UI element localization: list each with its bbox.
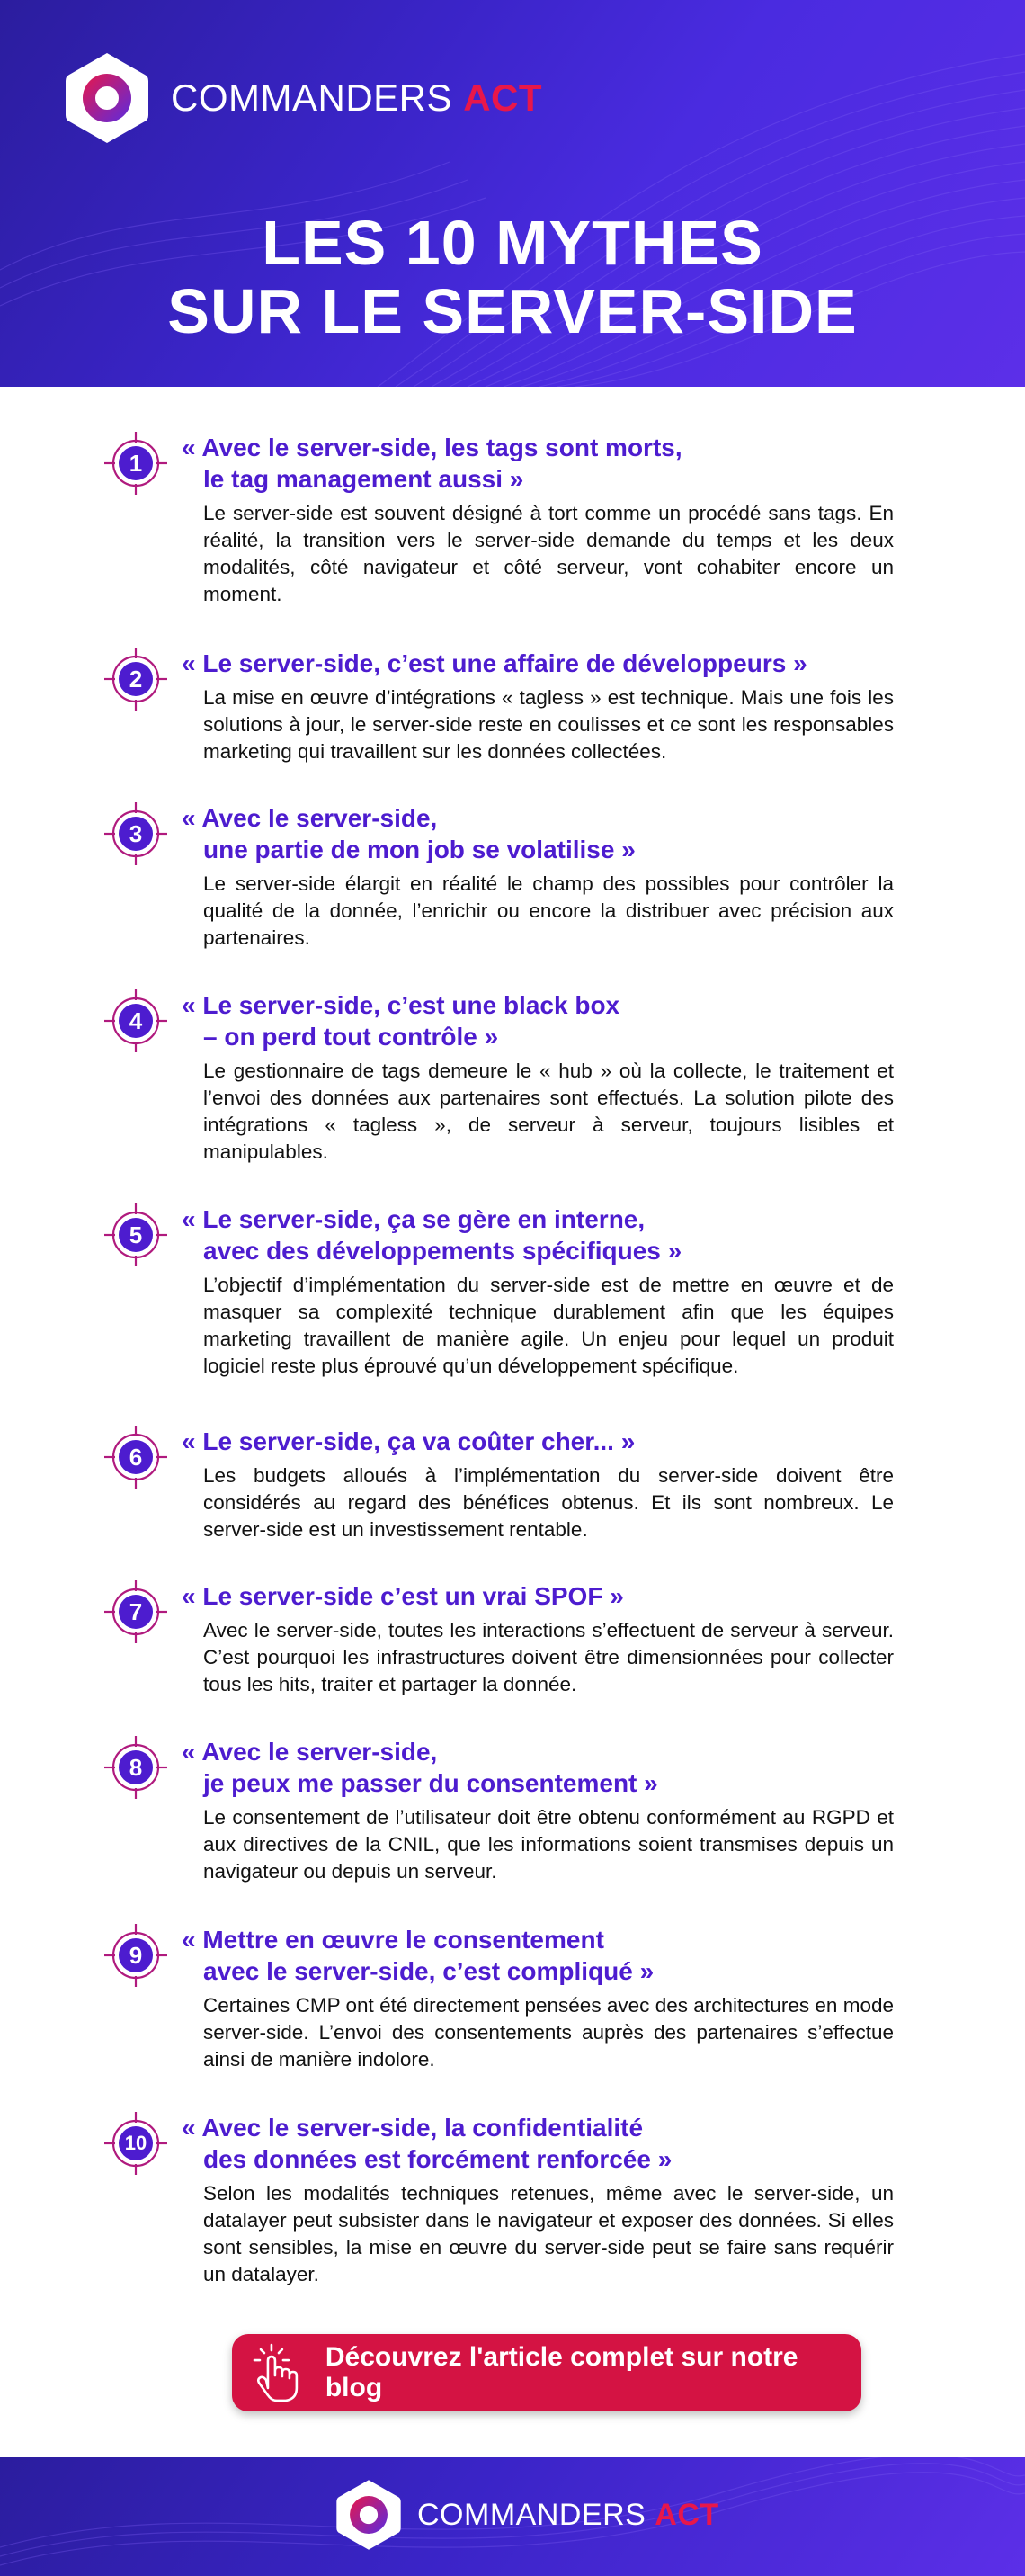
myth-title xyxy=(182,430,899,495)
myth-title-line-2: – on perd tout contrôle » xyxy=(203,1023,499,1051)
myth-description: Le server-side élargit en réalité le champ des possibles pour contrôler la qualité de la donnée, l’enrichir ou encore la distribuer avec précision aux partenaires. xyxy=(203,872,894,949)
myth-item xyxy=(108,2110,899,2288)
myth-description: Avec le server-side, toutes les interactions s’effectuent de serveur à serveur. C’est pourquoi les infrastructures doivent être dimensionnées pour collecter tous les hits, traiter et partager la donnée. xyxy=(203,1619,894,1695)
myth-title xyxy=(182,1202,899,1266)
logo-word-commanders: COMMANDERS xyxy=(417,2497,646,2532)
myth-item xyxy=(108,1579,899,1698)
myth-number-badge xyxy=(102,988,169,1054)
myth-number: 8 xyxy=(129,1753,143,1781)
myth-title-line-2: avec des développements spécifiques » xyxy=(203,1237,682,1265)
myth-item xyxy=(108,1202,899,1380)
commanders-act-logo[interactable] xyxy=(63,49,542,147)
hand-tap-icon xyxy=(245,2341,308,2404)
myth-item xyxy=(108,988,899,1166)
myth-item xyxy=(108,430,899,608)
myth-number-badge xyxy=(102,1424,169,1490)
myth-title xyxy=(182,2110,899,2175)
page-title xyxy=(0,209,1025,345)
myth-number-badge xyxy=(102,1922,169,1989)
hexagon-logo-icon xyxy=(63,49,151,147)
myth-title xyxy=(182,1734,899,1799)
myth-number: 7 xyxy=(129,1597,143,1625)
myth-title-line-1: « Le server-side, c’est une affaire de développeurs » xyxy=(182,649,807,677)
myth-title-line-2: le tag management aussi » xyxy=(203,465,524,493)
myth-title-line-1: « Mettre en œuvre le consentement xyxy=(182,1926,604,1954)
myth-number: 3 xyxy=(129,819,143,847)
myth-description: Selon les modalités techniques retenues, même avec le server-side, un datalayer peut subsister dans le navigateur et exposer des données. Si elles sont sensibles, la mise en œuvre du server-side peut se faire sans requérir un datalayer. xyxy=(203,2182,894,2285)
myth-number: 2 xyxy=(129,665,143,693)
myth-title xyxy=(182,988,899,1052)
myth-number: 6 xyxy=(129,1443,143,1471)
myth-title-line-2: une partie de mon job se volatilise » xyxy=(203,836,636,863)
myth-title xyxy=(182,1579,899,1612)
myth-number: 1 xyxy=(129,449,143,477)
myth-description: Certaines CMP ont été directement pensées avec des architectures en mode server-side. L’envoi des consentements auprès des partenaires s’effectue ainsi de manière indolore. xyxy=(203,1994,894,2071)
cta-label: Découvrez l'article complet sur notre blog xyxy=(325,2342,798,2402)
myth-title-line-1: « Le server-side, ça se gère en interne, xyxy=(182,1205,646,1233)
myth-title-line-1: « Avec le server-side, xyxy=(182,1738,438,1766)
myth-number-badge xyxy=(102,2110,169,2177)
myth-description: Le consentement de l’utilisateur doit être obtenu conformément au RGPD et aux directives de la CNIL, que les informations soient transmises depuis un navigateur ou depuis un serveur. xyxy=(203,1806,894,1883)
myth-title xyxy=(182,646,899,679)
footer-banner xyxy=(0,2457,1025,2576)
myth-title-line-1: « Le server-side, ça va coûter cher... » xyxy=(182,1427,636,1455)
myth-item xyxy=(108,1922,899,2073)
myth-title xyxy=(182,1424,899,1457)
myth-description: Les budgets alloués à l’implémentation du server-side doivent être considérés au regard des bénéfices obtenus. Et ils sont nombreux. Le server-side est un investissement rentable. xyxy=(203,1464,894,1541)
logo-word-act: ACT xyxy=(463,76,543,119)
myth-title-line-2: je peux me passer du consentement » xyxy=(203,1769,658,1797)
logo-word-commanders: COMMANDERS xyxy=(171,76,453,119)
myth-title-line-2: des données est forcément renforcée » xyxy=(203,2145,673,2173)
myth-title-line-1: « Avec le server-side, les tags sont morts, xyxy=(182,434,682,461)
logo-wordmark xyxy=(171,76,542,120)
myth-number: 9 xyxy=(129,1941,143,1969)
title-line-2: SUR LE SERVER-SIDE xyxy=(167,276,858,346)
myth-number-badge xyxy=(102,1202,169,1268)
logo-wordmark-footer xyxy=(417,2498,719,2533)
read-article-button[interactable] xyxy=(232,2334,861,2411)
title-line-1: LES 10 MYTHES xyxy=(262,208,763,278)
myth-number: 4 xyxy=(129,1006,143,1034)
myth-title-line-1: « Avec le server-side, xyxy=(182,804,438,832)
myth-number: 10 xyxy=(124,2132,147,2154)
myth-item xyxy=(108,801,899,952)
myth-title-line-1: « Le server-side c’est un vrai SPOF » xyxy=(182,1582,624,1610)
myth-number-badge xyxy=(102,430,169,496)
myth-description: Le gestionnaire de tags demeure le « hub » où la collecte, le traitement et l’envoi des données aux partenaires sont effectués. La solution pilote des intégrations « tagless », de serveur à serveur, toujours lisibles et manipulables. xyxy=(203,1060,894,1163)
myth-title-line-2: avec le server-side, c’est compliqué » xyxy=(203,1957,655,1985)
myth-title xyxy=(182,1922,899,1987)
myth-description: La mise en œuvre d’intégrations « tagless » est technique. Mais une fois les solutions à jour, le server-side reste en coulisses et ce sont les responsables marketing qui travaillent sur les données collectées. xyxy=(203,686,894,763)
myth-number-badge xyxy=(102,1734,169,1801)
myth-number-badge xyxy=(102,801,169,867)
commanders-act-logo-footer[interactable] xyxy=(334,2477,719,2553)
myth-number-badge xyxy=(102,1579,169,1645)
myth-title xyxy=(182,801,899,865)
myth-title-line-1: « Avec le server-side, la confidentialité xyxy=(182,2114,644,2142)
myth-title-line-1: « Le server-side, c’est une black box xyxy=(182,991,620,1019)
myth-number-badge xyxy=(102,646,169,712)
myth-item xyxy=(108,1734,899,1885)
hexagon-logo-icon xyxy=(334,2477,403,2553)
myth-description: Le server-side est souvent désigné à tort comme un procédé sans tags. En réalité, la transition vers le server-side demande du temps et les deux modalités, côté navigateur et côté serveur, vont cohabiter encore un moment. xyxy=(203,502,894,605)
myth-item xyxy=(108,646,899,765)
header-banner xyxy=(0,0,1025,387)
myth-item xyxy=(108,1424,899,1543)
logo-word-act: ACT xyxy=(655,2497,719,2532)
myth-description: L’objectif d’implémentation du server-side est de mettre en œuvre et de masquer sa complexité technique durablement afin que les équipes marketing travaillent de manière agile. Un enjeu pour lequel un produit logiciel reste plus éprouvé qu’un développement spécifique. xyxy=(203,1274,894,1377)
myth-number: 5 xyxy=(129,1221,143,1248)
